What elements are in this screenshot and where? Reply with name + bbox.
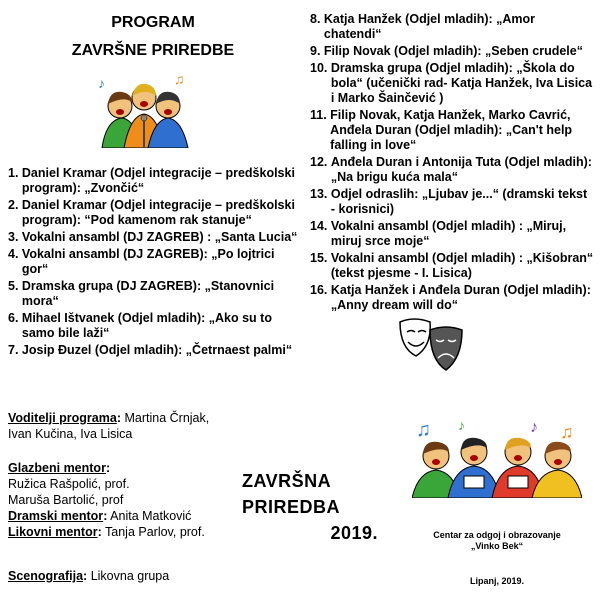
org-line-2: „Vinko Bek“ (470, 541, 524, 551)
list-item: 4. Vokalni ansambl (DJ ZAGREB): „Po lojtrici gor“ (8, 247, 275, 276)
voditelji-label: Voditelji programa (8, 411, 117, 425)
org-line-1: Centar za odgoj i obrazovanje (433, 530, 561, 540)
list-item: 14. Vokalni ansambl (Odjel mladih) : „Miruj, miruj srce moje“ (310, 219, 567, 248)
list-item: 8. Katja Hanžek (Odjel mladih): „Amor chatendi“ (310, 12, 536, 41)
program-title (20, 14, 286, 60)
event-year: 2019. (330, 523, 378, 543)
list-item: 15. Vokalni ansambl (Odjel mladih) : „Kišobran“ (tekst pjesme - I. Lisica) (310, 251, 594, 280)
title-line-2: ZAVRŠNE PRIREDBE (71, 42, 235, 59)
theater-masks-icon (396, 316, 466, 374)
dramski-value: Anita Matković (110, 509, 192, 523)
list-item: 6. Mihael Ištvanek (Odjel mladih): „Ako su to samo bile laži“ (8, 311, 272, 340)
choir-clipart (412, 410, 582, 498)
list-item: 3. Vokalni ansambl (DJ ZAGREB) : „Santa Lucia“ (8, 230, 298, 244)
title-line-1: PROGRAM (111, 14, 195, 31)
glazbeni-value-2: Maruša Bartolić, prof (8, 493, 124, 507)
list-item: 5. Dramska grupa (DJ ZAGREB): „Stanovnici mora“ (8, 279, 275, 308)
glazbeni-label: Glazbeni mentor (8, 461, 106, 475)
glazbeni-row: Glazbeni mentor: (8, 461, 111, 475)
singers-clipart (94, 68, 192, 148)
voditelji-value-2: Ivan Kučina, Iva Lisica (8, 427, 133, 441)
event-title (242, 468, 392, 546)
likovni-label: Likovni mentor (8, 525, 98, 539)
scenografija-label: Scenografija (8, 569, 84, 583)
likovni-row: Likovni mentor: Tanja Parlov, prof. (8, 525, 205, 539)
scenografija-row: Scenografija: Likovna grupa (8, 569, 170, 583)
event-line-1: ZAVRŠNA (242, 471, 332, 491)
dramski-label: Dramski mentor (8, 509, 104, 523)
svg-text:♪: ♪ (530, 419, 538, 436)
list-item: 13. Odjel odraslih: „Ljubav je...“ (dramski tekst - korisnici) (310, 187, 588, 216)
event-line-2: PRIREDBA (242, 497, 341, 517)
credits-block (8, 410, 238, 540)
list-item: 10. Dramska grupa (Odjel mladih): „Škola do bola“ (učenički rad- Katja Hanžek, Iva Lisica i Marko Šainčević ) (310, 61, 593, 105)
dramski-row: Dramski mentor: Anita Matković (8, 509, 192, 523)
list-item: 9. Filip Novak (Odjel mladih): „Seben crudele“ (310, 44, 583, 58)
voditelji-row: Voditelji programa: Martina Črnjak, (8, 411, 210, 425)
list-item: 1. Daniel Kramar (Odjel integracije – predškolski program): „Zvončić“ (8, 166, 295, 195)
organization-name (412, 530, 582, 552)
list-item: 16. Katja Hanžek i Anđela Duran (Odjel mladih): „Anny dream will do“ (310, 283, 591, 312)
list-item: 7. Josip Đuzel (Odjel mladih): „Četrnaest palmi“ (8, 343, 293, 357)
list-item: 2. Daniel Kramar (Odjel integracije – predškolski program): “Pod kamenom rak stanuje“ (8, 198, 295, 227)
likovni-value: Tanja Parlov, prof. (105, 525, 205, 539)
program-list-left (8, 166, 300, 360)
program-list-right (310, 12, 594, 315)
scenografija-value: Likovna grupa (90, 569, 170, 583)
svg-text:♪: ♪ (98, 75, 105, 91)
event-date: Lipanj, 2019. (469, 576, 525, 586)
svg-text:♫: ♫ (416, 419, 431, 441)
glazbeni-value-1: Ružica Rašpolić, prof. (8, 477, 130, 491)
svg-text:♫: ♫ (560, 422, 574, 442)
svg-text:♫: ♫ (174, 71, 185, 87)
voditelji-value: Martina Črnjak, (124, 411, 210, 425)
list-item: 11. Filip Novak, Katja Hanžek, Marko Cavrić, Anđela Duran (Odjel mladih): „Can't help falling in love“ (310, 108, 573, 152)
svg-text:♪: ♪ (458, 417, 465, 433)
list-item: 12. Anđela Duran i Antonija Tuta (Odjel mladih): „Na brigu kuća mala“ (310, 155, 592, 184)
